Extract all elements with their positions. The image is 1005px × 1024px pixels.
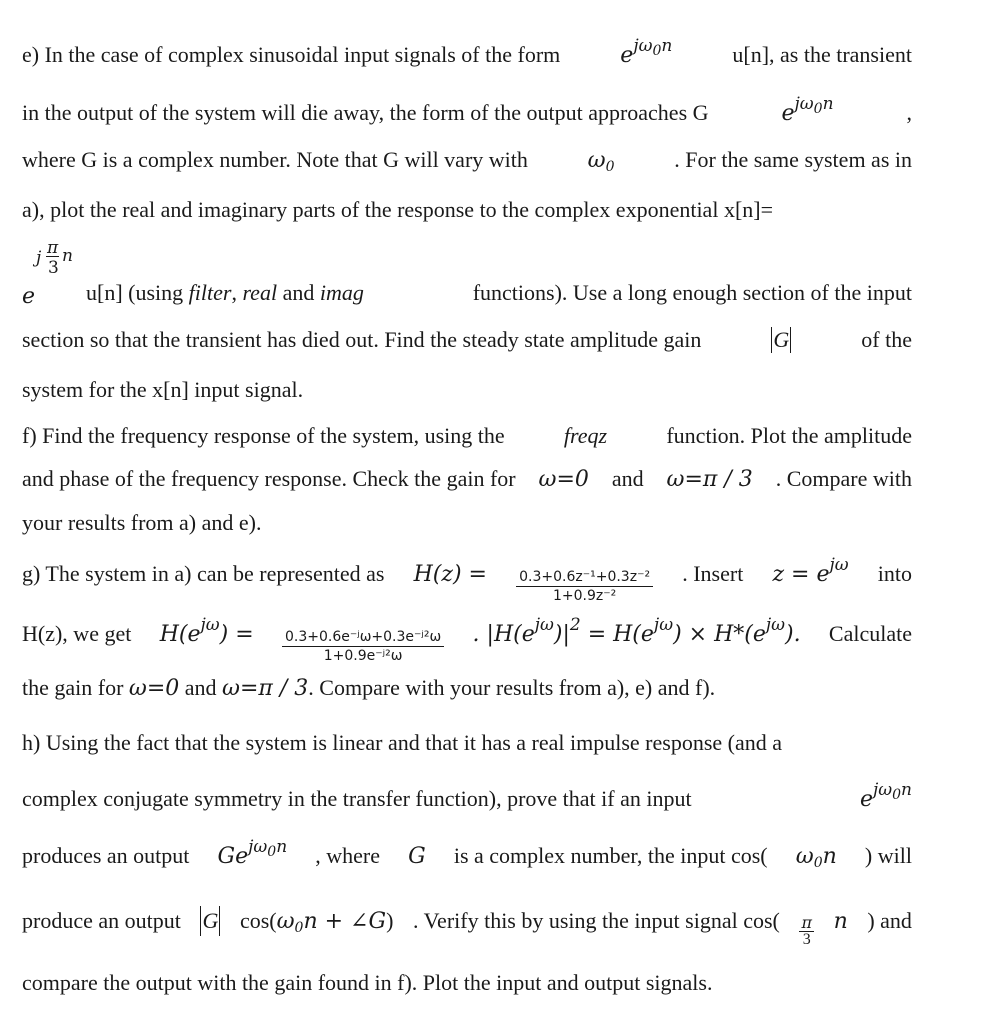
text: H(z), we get bbox=[22, 621, 132, 646]
para-e-line-2 bbox=[22, 94, 912, 127]
para-f-line-1 bbox=[22, 423, 912, 449]
text: and bbox=[611, 466, 644, 491]
text: the gain for bbox=[22, 675, 129, 700]
text: and phase of the frequency response. Check the gain for bbox=[22, 466, 516, 491]
math-h-ejw: $H(e^{j\omega})$ = bbox=[159, 615, 254, 647]
math-pi-over-3: π 3 bbox=[801, 913, 812, 948]
text: functions). Use a long enough section of the input bbox=[472, 280, 912, 305]
para-h-line-4 bbox=[22, 906, 912, 948]
filter-function: filter bbox=[188, 280, 232, 305]
text: . Verify this by using the input signal cos( bbox=[413, 908, 780, 933]
para-g-line-3 bbox=[22, 675, 912, 702]
text: g) The system in a) can be represented as bbox=[22, 561, 385, 586]
math-gain-abs: G bbox=[773, 327, 790, 352]
para-f-line-2 bbox=[22, 466, 912, 493]
text: , where bbox=[315, 843, 381, 868]
frequency-response-fraction: $\frac{\text{0.3+0.6e⁻ʲω+0.3e⁻ʲ²ω}}{\text{1+0.9e⁻ʲ²ω}}$ bbox=[282, 628, 444, 665]
para-e-line-1 bbox=[22, 36, 912, 69]
math-G: G bbox=[408, 844, 426, 869]
para-h-line-1 bbox=[22, 730, 912, 756]
text: u[n] (using bbox=[86, 280, 189, 305]
text: into bbox=[877, 561, 912, 586]
math-gain-abs: G bbox=[200, 906, 220, 936]
math-e: e bbox=[22, 284, 36, 309]
math-omega-pi3: ω=π / 3 bbox=[666, 467, 753, 492]
text: Calculate bbox=[828, 621, 912, 646]
text: e) In the case of complex sinusoidal input signals of the form bbox=[22, 42, 561, 67]
text: . Compare with your results from a), e) and f). bbox=[308, 675, 716, 700]
text: h) Using the fact that the system is linear and that it has a real impulse response (and a bbox=[22, 730, 782, 755]
para-e-line-4 bbox=[22, 197, 912, 223]
para-h-line-5 bbox=[22, 970, 912, 996]
text: . Insert bbox=[682, 561, 744, 586]
math-omega-zero: ω=0 bbox=[128, 676, 180, 701]
math-substitution: $z = e^{j\omega}$ bbox=[772, 555, 849, 587]
math-exponential: $e^{j\omega_0n}$ bbox=[859, 780, 912, 812]
text: f) Find the frequency response of the system, using the bbox=[22, 423, 505, 448]
text: compare the output with the gain found in f). Plot the input and output signals. bbox=[22, 970, 713, 995]
text: produces an output bbox=[22, 843, 190, 868]
text: in the output of the system will die away, the form of the output approaches G bbox=[22, 100, 709, 125]
para-e-line-6 bbox=[22, 327, 912, 353]
para-g-line-1 bbox=[22, 555, 912, 605]
text: , bbox=[906, 100, 912, 125]
text: of the bbox=[861, 327, 912, 352]
text: . For the same system as in bbox=[674, 147, 912, 172]
math-n: n bbox=[833, 909, 848, 934]
text: section so that the transient has died out. Find the steady state amplitude gain bbox=[22, 327, 702, 352]
math-output-exponential: $Ge^{j\omega_0n}$ bbox=[217, 837, 288, 869]
real-function: real bbox=[242, 280, 278, 305]
para-f-line-3 bbox=[22, 510, 912, 536]
freqz-function: freqz bbox=[563, 423, 608, 448]
text: u[n], as the transient bbox=[732, 42, 912, 67]
math-omega0-n: $\omega_0n$ bbox=[795, 844, 837, 871]
text: ) and bbox=[867, 908, 912, 933]
text: . Compare with bbox=[775, 466, 912, 491]
text: is a complex number, the input cos( bbox=[453, 843, 768, 868]
math-magnitude-squared: . $|H(e^{j\omega})|^2 = H(e^{j\omega}) \times H*(e^{j\omega})$. bbox=[472, 615, 801, 647]
text: your results from a) and e). bbox=[22, 510, 262, 535]
para-e-line-7 bbox=[22, 377, 912, 403]
imag-function: imag bbox=[319, 280, 364, 305]
text: function. Plot the amplitude bbox=[666, 423, 912, 448]
math-omega0: $\omega_0$ bbox=[587, 148, 615, 175]
math-omega-pi3: ω=π / 3 bbox=[222, 676, 309, 701]
math-hz: H(z) = bbox=[413, 562, 487, 587]
para-g-line-2 bbox=[22, 615, 912, 665]
text: a), plot the real and imaginary parts of the response to the complex exponential x[n]= bbox=[22, 197, 773, 222]
text: produce an output bbox=[22, 908, 181, 933]
text: system for the x[n] input signal. bbox=[22, 377, 304, 402]
text: complex conjugate symmetry in the transfer function), prove that if an input bbox=[22, 786, 692, 811]
math-cos-expression: $\cos(\omega_0n$ + ∠G) bbox=[239, 908, 394, 936]
math-omega-zero: ω=0 bbox=[538, 467, 589, 492]
transfer-function-fraction: $\frac{\text{0.3+0.6z⁻¹+0.3z⁻²}}{\text{1+0.9z⁻²}}$ bbox=[516, 568, 653, 605]
math-exponential: $e^{j\omega_0n}$ bbox=[781, 94, 834, 126]
math-exponential: $e^{j\omega_0n}$ bbox=[620, 36, 673, 68]
para-h-line-3 bbox=[22, 837, 912, 871]
para-e-line-3 bbox=[22, 147, 912, 174]
text: ) will bbox=[864, 843, 912, 868]
text: and bbox=[179, 675, 223, 700]
text: where G is a complex number. Note that G will vary with bbox=[22, 147, 528, 172]
para-h-line-2 bbox=[22, 780, 912, 813]
